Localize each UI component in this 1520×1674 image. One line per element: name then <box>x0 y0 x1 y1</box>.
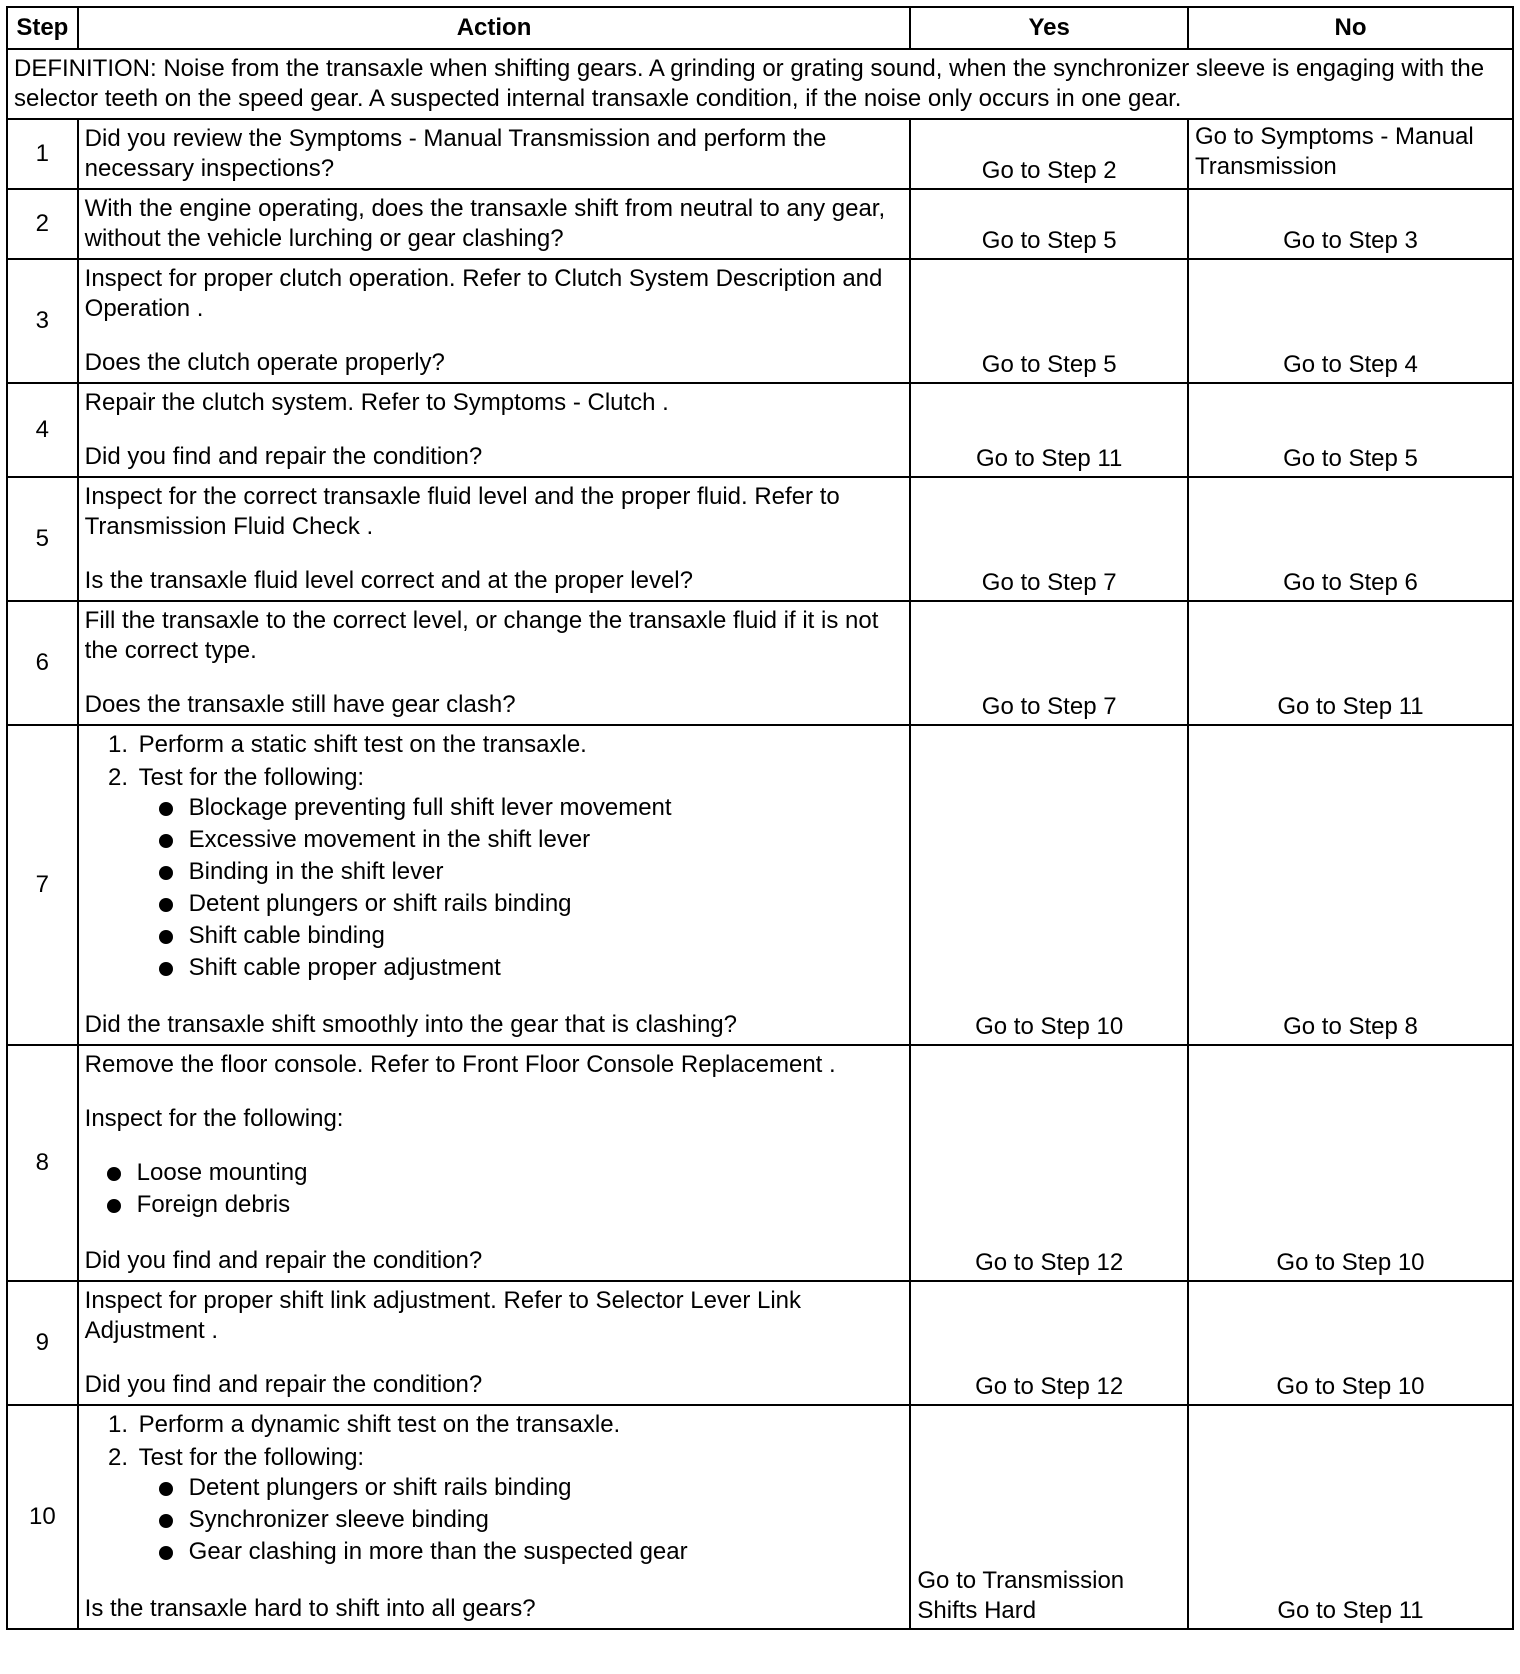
action-question: Is the transaxle fluid level correct and at the proper level? <box>84 567 693 594</box>
list-item <box>135 763 904 983</box>
no-result: Go to Step 5 <box>1188 383 1513 477</box>
list-item: 1. Perform a static shift test on the transaxle. <box>135 730 904 760</box>
action-text <box>78 119 911 189</box>
yes-result: Go to Step 11 <box>910 383 1188 477</box>
list-item: 1. Perform a dynamic shift test on the transaxle. <box>135 1410 904 1440</box>
header-action: Action <box>78 7 911 49</box>
action-text <box>78 601 911 725</box>
action-question: Did the transaxle shift smoothly into the gear that is clashing? <box>84 1011 738 1038</box>
bullet-item: Excessive movement in the shift lever <box>187 825 904 855</box>
table-row <box>7 477 1513 601</box>
no-result: Go to Step 11 <box>1188 601 1513 725</box>
list-item-text: Test for the following: <box>138 1444 365 1471</box>
bullet-item: Blockage preventing full shift lever movement <box>187 793 904 823</box>
definition-row <box>7 49 1513 119</box>
numbered-steps <box>85 1410 904 1567</box>
step-number: 2 <box>7 189 78 259</box>
action-instruction: Repair the clutch system. Refer to Symptoms - Clutch . <box>84 389 669 416</box>
diagnostic-table <box>6 6 1514 1630</box>
yes-result: Go to Transmission Shifts Hard <box>910 1405 1188 1629</box>
table-row <box>7 1045 1513 1281</box>
action-question: Did you find and repair the condition? <box>84 1371 483 1398</box>
action-text <box>78 725 911 1045</box>
bullet-item: Gear clashing in more than the suspected gear <box>187 1537 904 1567</box>
action-text <box>78 1281 911 1405</box>
header-row <box>7 7 1513 49</box>
list-item-text: Test for the following: <box>138 764 365 791</box>
table-row <box>7 383 1513 477</box>
no-result: Go to Step 8 <box>1188 725 1513 1045</box>
yes-result: Go to Step 5 <box>910 189 1188 259</box>
action-instruction: Inspect for proper shift link adjustment. Refer to Selector Lever Link Adjustment . <box>84 1287 801 1344</box>
bullet-list <box>85 1158 904 1220</box>
action-question: Does the clutch operate properly? <box>84 349 445 376</box>
bullet-item: Detent plungers or shift rails binding <box>187 1473 904 1503</box>
yes-result: Go to Step 10 <box>910 725 1188 1045</box>
step-number: 8 <box>7 1045 78 1281</box>
table-row <box>7 601 1513 725</box>
table-row <box>7 119 1513 189</box>
list-item <box>135 1443 904 1567</box>
no-result: Go to Step 11 <box>1188 1405 1513 1629</box>
action-question: Is the transaxle hard to shift into all gears? <box>84 1595 536 1622</box>
yes-result: Go to Step 7 <box>910 601 1188 725</box>
yes-result: Go to Step 7 <box>910 477 1188 601</box>
action-question: Does the transaxle still have gear clash? <box>84 691 516 718</box>
header-no: No <box>1188 7 1513 49</box>
step-number: 3 <box>7 259 78 383</box>
no-result: Go to Step 4 <box>1188 259 1513 383</box>
action-text <box>78 383 911 477</box>
action-text <box>78 1045 911 1281</box>
bullet-item: Loose mounting <box>135 1158 904 1188</box>
step-number: 5 <box>7 477 78 601</box>
action-text <box>78 477 911 601</box>
no-result: Go to Symptoms - Manual Transmission <box>1188 119 1513 189</box>
table-row <box>7 725 1513 1045</box>
bullet-list <box>139 1473 904 1567</box>
step-number: 10 <box>7 1405 78 1629</box>
action-instruction: Remove the floor console. Refer to Front Floor Console Replacement . <box>84 1051 836 1078</box>
bullet-item: Shift cable binding <box>187 921 904 951</box>
action-text <box>78 259 911 383</box>
action-instruction: With the engine operating, does the transaxle shift from neutral to any gear, without the vehicle lurching or gear clashing? <box>84 195 886 252</box>
action-question: Did you find and repair the condition? <box>84 1247 483 1274</box>
bullet-list <box>139 793 904 983</box>
definition-text: DEFINITION: Noise from the transaxle when shifting gears. A grinding or grating sound, when the synchronizer sleeve is engaging with the selector teeth on the speed gear. A suspected internal transaxle condition, if the noise only occurs in one gear. <box>7 49 1513 119</box>
numbered-steps <box>85 730 904 983</box>
no-result: Go to Step 10 <box>1188 1281 1513 1405</box>
step-number: 9 <box>7 1281 78 1405</box>
header-step: Step <box>7 7 78 49</box>
no-result: Go to Step 10 <box>1188 1045 1513 1281</box>
action-instruction-2: Inspect for the following: <box>84 1105 344 1132</box>
action-text <box>78 1405 911 1629</box>
action-question: Did you find and repair the condition? <box>84 443 483 470</box>
action-instruction: Did you review the Symptoms - Manual Transmission and perform the necessary inspections? <box>84 125 827 182</box>
action-instruction: Inspect for proper clutch operation. Refer to Clutch System Description and Operation . <box>84 265 883 322</box>
table-row <box>7 1405 1513 1629</box>
table-row <box>7 1281 1513 1405</box>
action-instruction: Inspect for the correct transaxle fluid level and the proper fluid. Refer to Transmission Fluid Check . <box>84 483 840 540</box>
action-text <box>78 189 911 259</box>
bullet-item: Foreign debris <box>135 1190 904 1220</box>
bullet-item: Synchronizer sleeve binding <box>187 1505 904 1535</box>
action-instruction: Fill the transaxle to the correct level, or change the transaxle fluid if it is not the correct type. <box>84 607 879 664</box>
header-yes: Yes <box>910 7 1188 49</box>
bullet-item: Detent plungers or shift rails binding <box>187 889 904 919</box>
step-number: 6 <box>7 601 78 725</box>
table-row <box>7 259 1513 383</box>
yes-result: Go to Step 5 <box>910 259 1188 383</box>
yes-result: Go to Step 12 <box>910 1281 1188 1405</box>
yes-result: Go to Step 2 <box>910 119 1188 189</box>
table-row <box>7 189 1513 259</box>
no-result: Go to Step 3 <box>1188 189 1513 259</box>
step-number: 1 <box>7 119 78 189</box>
bullet-item: Shift cable proper adjustment <box>187 953 904 983</box>
yes-result: Go to Step 12 <box>910 1045 1188 1281</box>
no-result: Go to Step 6 <box>1188 477 1513 601</box>
step-number: 7 <box>7 725 78 1045</box>
step-number: 4 <box>7 383 78 477</box>
bullet-item: Binding in the shift lever <box>187 857 904 887</box>
